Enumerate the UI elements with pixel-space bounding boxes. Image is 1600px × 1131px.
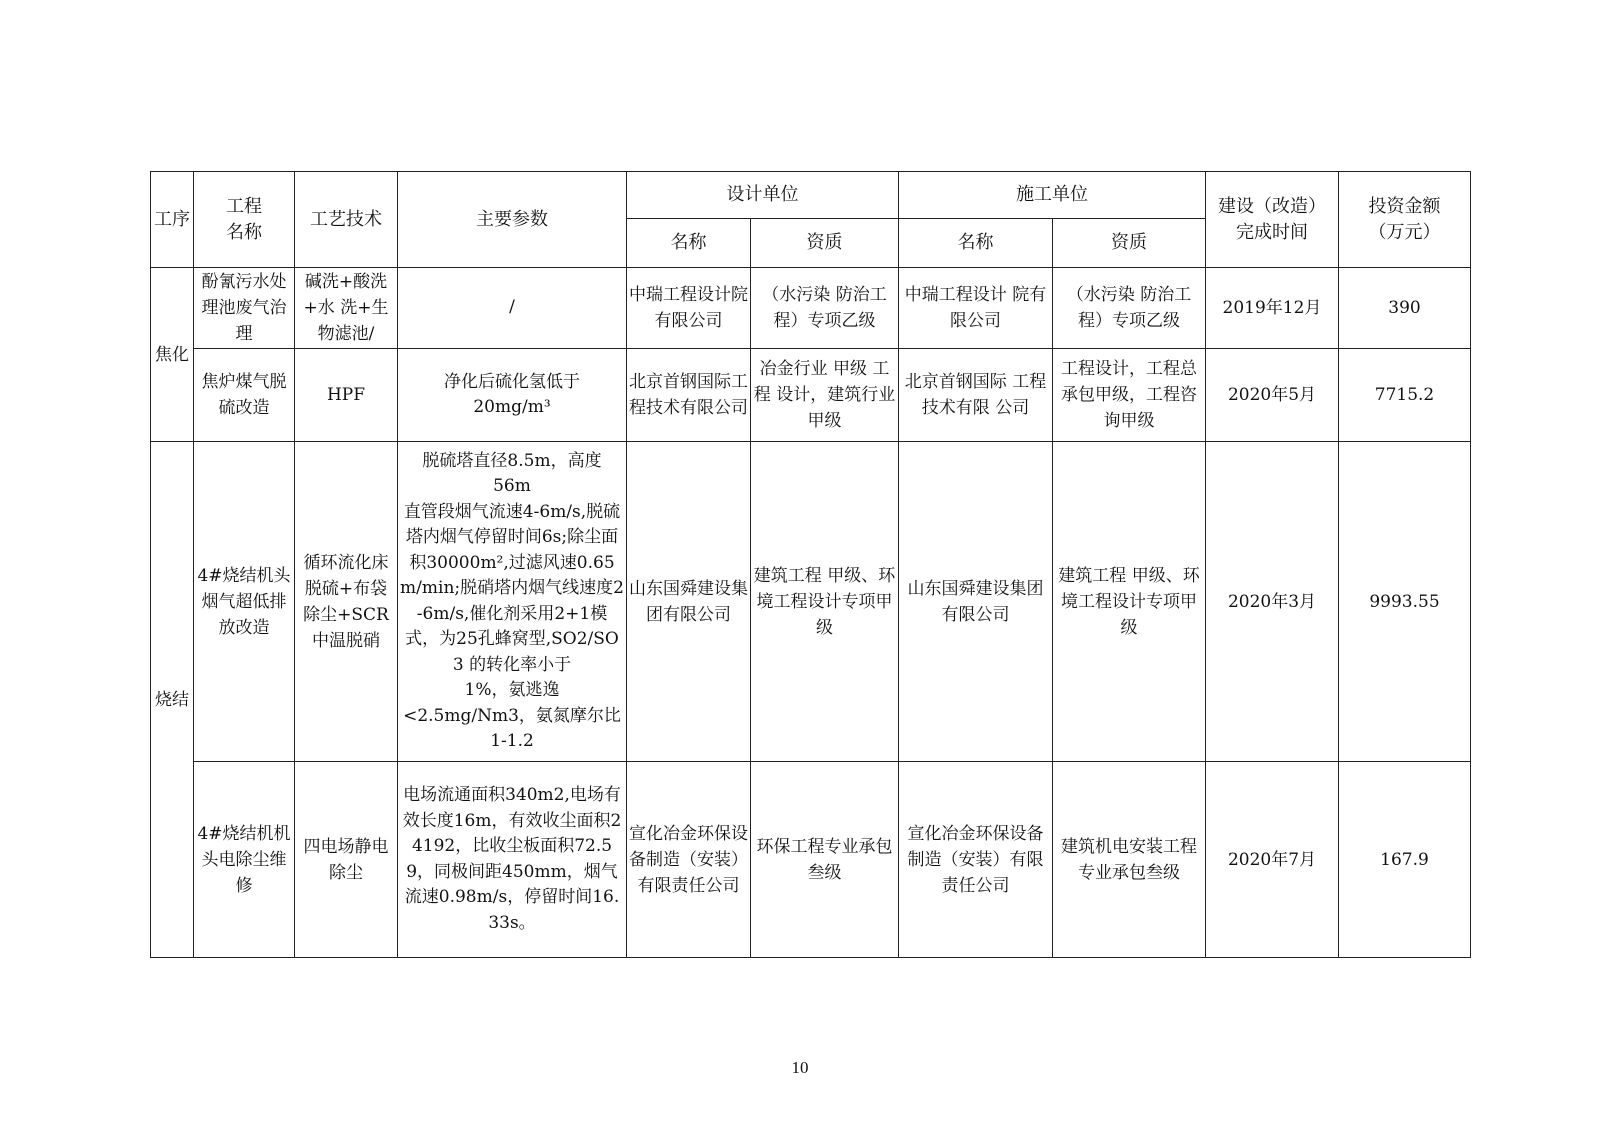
header-parameters: 主要参数: [398, 172, 627, 268]
process-cell: 焦化: [151, 268, 194, 442]
construction-qualification-cell: 工程设计，工程总承包甲级，工程咨询甲级: [1053, 349, 1206, 442]
header-design-qualification: 资质: [751, 219, 899, 268]
design-qualification-cell: 建筑工程 甲级、环境工程设计专项甲级: [751, 442, 899, 762]
parameters-cell: 脱硫塔直径8.5m，高度 56m 直管段烟气流速4-6m/s,脱硫塔内烟气停留时间6s;除尘面积30000m²,过滤风速0.65m/min;脱硝塔内烟气线速度2-6m/s,催化剂采用2+1模式，为25孔蜂窝型,SO2/SO3 的转化率小于 1%，氨逃逸 <2.5mg/Nm3，氨氮摩尔比 1-1.2: [398, 442, 627, 762]
investment-cell: 7715.2: [1339, 349, 1471, 442]
completion-time-cell: 2019年12月: [1206, 268, 1339, 349]
page-number: 10: [791, 1058, 809, 1077]
design-qualification-cell: 冶金行业 甲级 工程 设计，建筑行业甲级: [751, 349, 899, 442]
header-design-unit: 设计单位: [627, 172, 899, 219]
construction-name-cell: 宣化冶金环保设备制造（安装）有限责任公司: [899, 762, 1053, 958]
parameters-cell: /: [398, 268, 627, 349]
header-process: 工序: [151, 172, 194, 268]
header-technology: 工艺技术: [295, 172, 398, 268]
header-construction-name: 名称: [899, 219, 1053, 268]
investment-table: [150, 171, 1471, 958]
design-name-cell: 山东国舜建设集团有限公司: [627, 442, 751, 762]
header-design-name: 名称: [627, 219, 751, 268]
header-investment: 投资金额 （万元）: [1339, 172, 1471, 268]
technology-cell: 四电场静电除尘: [295, 762, 398, 958]
project-name-cell: 酚氰污水处理池废气治理: [194, 268, 295, 349]
construction-name-cell: 中瑞工程设计 院有限公司: [899, 268, 1053, 349]
parameters-cell: 电场流通面积340m2,电场有效长度16m，有效收尘面积24192，比收尘板面积72.59，同极间距450mm，烟气流速0.98m/s，停留时间16.33s。: [398, 762, 627, 958]
table-row: [151, 349, 1471, 442]
parameters-cell: 净化后硫化氢低于 20mg/m³: [398, 349, 627, 442]
construction-name-cell: 北京首钢国际 工程技术有限 公司: [899, 349, 1053, 442]
header-project-name: 工程 名称: [194, 172, 295, 268]
technology-cell: HPF: [295, 349, 398, 442]
construction-name-cell: 山东国舜建设集团有限公司: [899, 442, 1053, 762]
investment-cell: 9993.55: [1339, 442, 1471, 762]
header-completion-time: 建设（改造） 完成时间: [1206, 172, 1339, 268]
header-construction-qualification: 资质: [1053, 219, 1206, 268]
completion-time-cell: 2020年3月: [1206, 442, 1339, 762]
table-row: [151, 268, 1471, 349]
investment-cell: 167.9: [1339, 762, 1471, 958]
process-cell: 烧结: [151, 442, 194, 958]
construction-qualification-cell: （水污染 防治工程）专项乙级: [1053, 268, 1206, 349]
design-qualification-cell: 环保工程专业承包叁级: [751, 762, 899, 958]
completion-time-cell: 2020年5月: [1206, 349, 1339, 442]
design-name-cell: 宣化冶金环保设备制造（安装）有限责任公司: [627, 762, 751, 958]
technology-cell: 碱洗+酸洗+水 洗+生物滤池/: [295, 268, 398, 349]
table-row: [151, 762, 1471, 958]
completion-time-cell: 2020年7月: [1206, 762, 1339, 958]
table-row: [151, 442, 1471, 762]
header-construction-unit: 施工单位: [899, 172, 1206, 219]
project-name-cell: 4#烧结机头烟气超低排放改造: [194, 442, 295, 762]
design-qualification-cell: （水污染 防治工程）专项乙级: [751, 268, 899, 349]
project-name-cell: 焦炉煤气脱硫改造: [194, 349, 295, 442]
construction-qualification-cell: 建筑机电安装工程专业承包叁级: [1053, 762, 1206, 958]
design-name-cell: 北京首钢国际工程技术有限公司: [627, 349, 751, 442]
design-name-cell: 中瑞工程设计院有限公司: [627, 268, 751, 349]
project-name-cell: 4#烧结机机头电除尘维修: [194, 762, 295, 958]
construction-qualification-cell: 建筑工程 甲级、环境工程设计专项甲级: [1053, 442, 1206, 762]
technology-cell: 循环流化床脱硫+布袋除尘+SCR中温脱硝: [295, 442, 398, 762]
investment-cell: 390: [1339, 268, 1471, 349]
